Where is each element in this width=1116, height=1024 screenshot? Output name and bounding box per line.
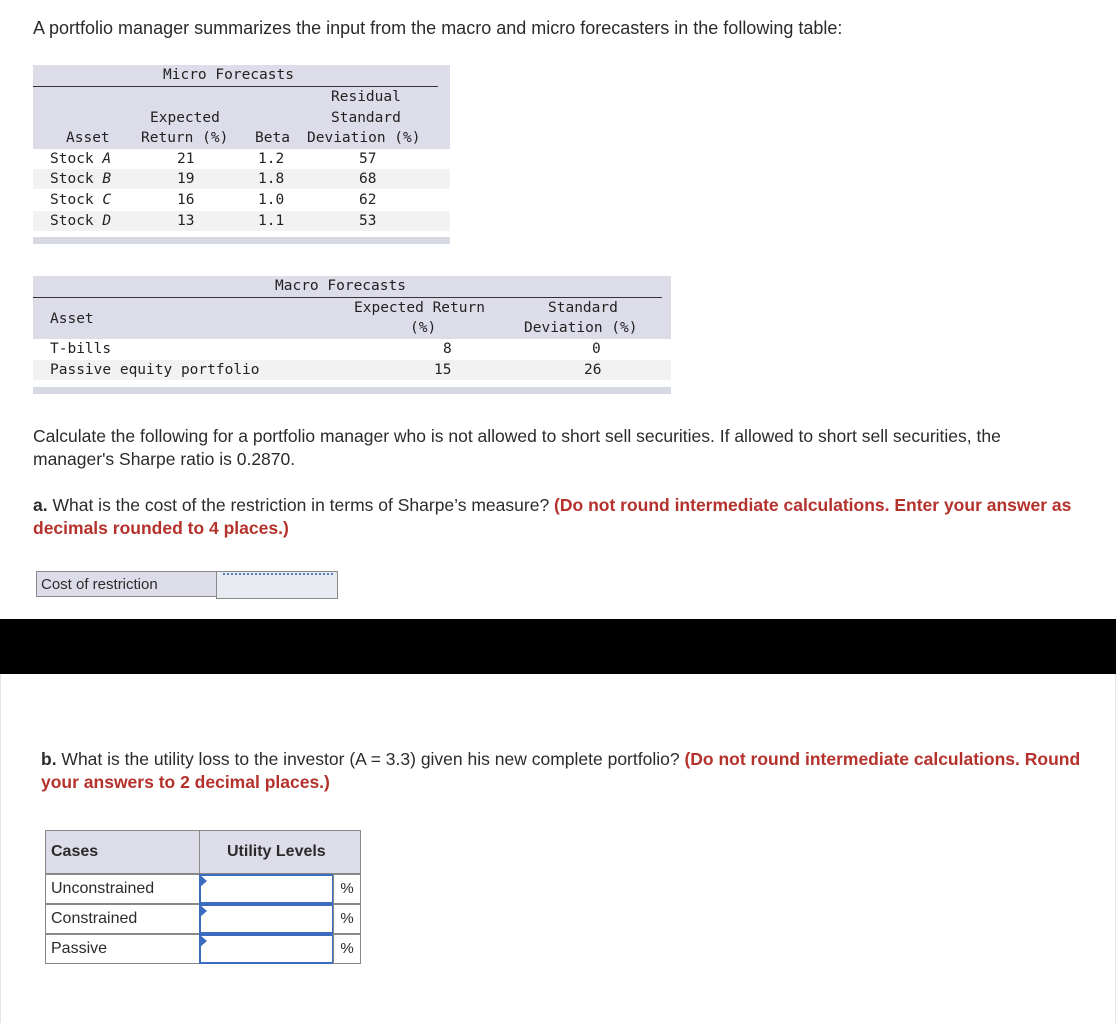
cost-of-restriction-label: Cost of restriction xyxy=(36,571,217,597)
table-row xyxy=(33,149,450,169)
micro-col-resid-1: Residual xyxy=(331,89,401,105)
expected-return-value: 13 xyxy=(177,213,195,229)
utility-unconstrained-input[interactable] xyxy=(199,874,334,904)
macro-forecasts-table xyxy=(33,276,671,394)
micro-title: Micro Forecasts xyxy=(163,67,294,83)
black-separator-bar xyxy=(0,619,1116,674)
micro-col-expected-1: Expected xyxy=(150,110,220,126)
expected-return-value: 19 xyxy=(177,171,195,187)
sd-value: 26 xyxy=(584,362,602,378)
beta-value: 1.8 xyxy=(258,171,285,187)
micro-col-asset: Asset xyxy=(66,130,110,146)
macro-col-sd-2: Deviation (%) xyxy=(524,320,638,336)
stock-label: Stock D xyxy=(50,213,112,229)
micro-bottom-bar xyxy=(33,237,450,244)
asset-label: Passive equity portfolio xyxy=(50,362,260,378)
macro-col-er-1: Expected Return xyxy=(354,300,485,316)
percent-unit: % xyxy=(333,904,361,934)
macro-bottom-bar xyxy=(33,387,671,394)
micro-col-resid-3: Deviation (%) xyxy=(307,130,421,146)
macro-col-er-2: (%) xyxy=(410,320,437,336)
stock-label: Stock B xyxy=(50,171,112,187)
beta-value: 1.2 xyxy=(258,151,285,167)
micro-col-expected-2: Return (%) xyxy=(141,130,229,146)
question-a-instructions: (Do not round intermediate calculations. Enter your answer as decimals rounded to 4 places.) xyxy=(33,495,1072,538)
asset-label: T-bills xyxy=(50,341,112,357)
micro-forecasts-table xyxy=(33,65,450,245)
table-row xyxy=(33,339,671,359)
percent-unit: % xyxy=(333,874,361,904)
sd-value: 0 xyxy=(592,341,601,357)
question-b-text: What is the utility loss to the investor (A = 3.3) given his new complete portfolio? xyxy=(56,749,685,769)
resid-sd-value: 68 xyxy=(359,171,377,187)
table-row xyxy=(33,169,450,189)
expected-return-value: 8 xyxy=(443,341,452,357)
table-row xyxy=(33,211,450,231)
intro-text: A portfolio manager summarizes the input from the macro and micro forecasters in the following table: xyxy=(33,18,843,38)
percent-unit: % xyxy=(333,934,361,964)
beta-value: 1.1 xyxy=(258,213,285,229)
case-passive-label: Passive xyxy=(45,934,200,964)
case-constrained-label: Constrained xyxy=(45,904,200,934)
col-utility-levels-header: Utility Levels xyxy=(199,830,361,874)
col-cases-header: Cases xyxy=(45,830,200,874)
macro-title: Macro Forecasts xyxy=(275,278,406,294)
expected-return-value: 16 xyxy=(177,192,195,208)
micro-col-beta: Beta xyxy=(255,130,290,146)
stock-label: Stock C xyxy=(50,192,112,208)
expected-return-value: 15 xyxy=(434,362,452,378)
case-unconstrained-label: Unconstrained xyxy=(45,874,200,904)
resid-sd-value: 53 xyxy=(359,213,377,229)
cost-of-restriction-input[interactable] xyxy=(216,571,338,599)
resid-sd-value: 57 xyxy=(359,151,377,167)
table-row xyxy=(33,360,671,380)
question-b xyxy=(41,748,1091,794)
utility-constrained-input[interactable] xyxy=(199,904,334,934)
question-a-label: a. xyxy=(33,495,48,515)
calc-instructions: Calculate the following for a portfolio manager who is not allowed to short sell securities. If allowed to short sell securities, the manager's Sharpe ratio is 0.2870. xyxy=(33,426,1001,469)
utility-passive-input[interactable] xyxy=(199,934,334,964)
resid-sd-value: 62 xyxy=(359,192,377,208)
macro-col-asset: Asset xyxy=(50,311,94,327)
table-row xyxy=(33,190,450,210)
macro-col-sd-1: Standard xyxy=(548,300,618,316)
question-a-text: What is the cost of the restriction in terms of Sharpe’s measure? xyxy=(47,495,555,515)
micro-col-resid-2: Standard xyxy=(331,110,401,126)
question-a xyxy=(33,494,1083,540)
question-b-instructions: (Do not round intermediate calculations. Round your answers to 2 decimal places.) xyxy=(41,749,1081,792)
stock-label: Stock A xyxy=(50,151,112,167)
beta-value: 1.0 xyxy=(258,192,285,208)
expected-return-value: 21 xyxy=(177,151,195,167)
question-b-label: b. xyxy=(41,749,57,769)
